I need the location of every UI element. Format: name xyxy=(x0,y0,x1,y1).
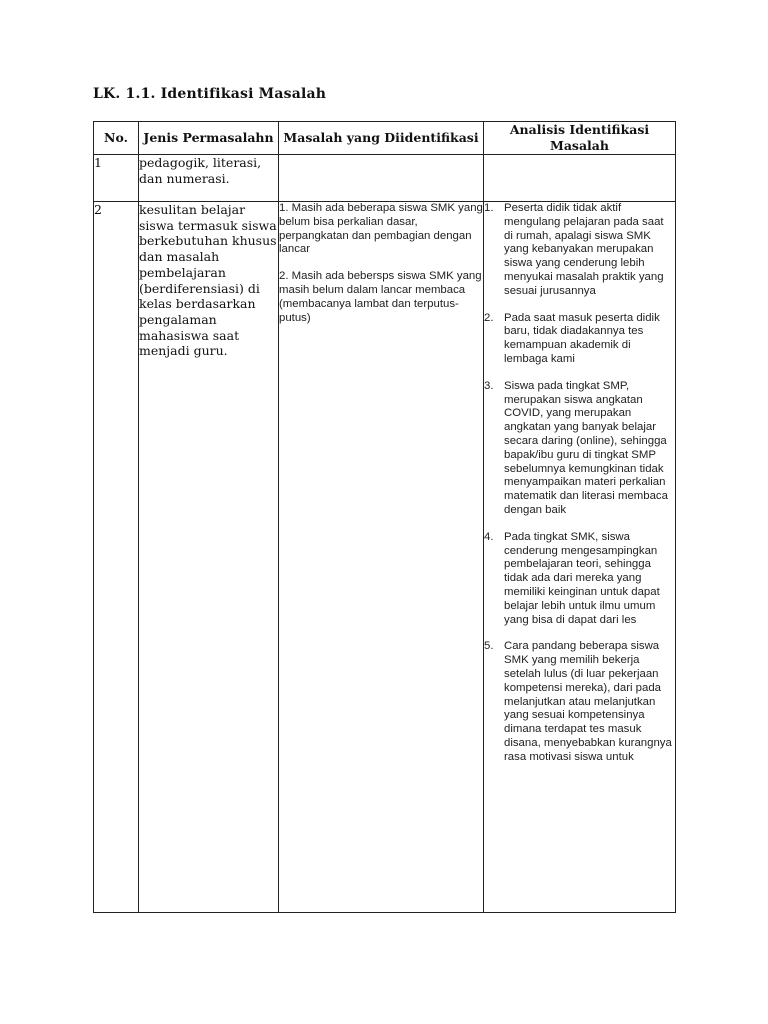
header-analisis-identifikasi: Analisis Identifikasi Masalah xyxy=(484,122,676,155)
analisis-number: 4. xyxy=(484,530,494,543)
analisis-number: 3. xyxy=(484,379,494,392)
analisis-item xyxy=(484,380,675,518)
analisis-text: Cara pandang beberapa siswa SMK yang memilih bekerja setelah lulus (di luar pekerjaan kompetensi mereka), dari pada melanjutkan atau melanjutkan yang sesuai kompetensinya dimana terdapat tes masuk disana, menyebabkan kurangnya rasa motivasi siswa untuk xyxy=(504,640,672,763)
analisis-number: 2. xyxy=(484,311,494,324)
analisis-text: Siswa pada tingkat SMP, merupakan siswa angkatan COVID, yang merupakan angkatan yang banyak belajar secara daring (online), sehingga bapak/ibu guru di tingkat SMP sebelumnya kemungkinan tidak menyampaikan materi perkalian matematik dan literasi membaca dengan baik xyxy=(504,379,668,516)
masalah-cell xyxy=(279,202,484,913)
problem-identification-table xyxy=(93,121,676,913)
analisis-text: Peserta didik tidak aktif mengulang pelajaran pada saat di rumah, apalagi siswa SMK yang kebanyakan merupakan siswa yang cenderung lebih menyukai masalah praktik yang sesuai jurusannya xyxy=(504,202,664,297)
table-header-row xyxy=(94,122,676,155)
jenis-permasalahan-cell: kesulitan belajar siswa termasuk siswa berkebutuhan khusus dan masalah pembelajaran (berdiferensiasi) di kelas berdasarkan pengalaman mahasiswa saat menjadi guru. xyxy=(139,202,279,913)
jenis-permasalahan-cell: pedagogik, literasi, dan numerasi. xyxy=(139,155,279,202)
analisis-item xyxy=(484,640,675,764)
analisis-item xyxy=(484,531,675,628)
analisis-cell xyxy=(484,202,676,913)
table-row xyxy=(94,202,676,913)
header-jenis-permasalahan: Jenis Permasalahn xyxy=(139,122,279,155)
analisis-cell xyxy=(484,155,676,202)
analisis-text: Pada saat masuk peserta didik baru, tidak diadakannya tes kemampuan akademik di lembaga kami xyxy=(504,311,660,365)
header-masalah-diidentifikasi: Masalah yang Diidentifikasi xyxy=(279,122,484,155)
analisis-item xyxy=(484,312,675,367)
row-number: 2 xyxy=(94,202,139,913)
masalah-cell xyxy=(279,155,484,202)
table-row xyxy=(94,155,676,202)
row-number: 1 xyxy=(94,155,139,202)
masalah-item: 1. Masih ada beberapa siswa SMK yang belum bisa perkalian dasar, perpangkatan dan pembagian dengan lancar xyxy=(279,202,483,256)
analisis-number: 1. xyxy=(484,202,494,214)
header-no: No. xyxy=(94,122,139,155)
masalah-item: 2. Masih ada bebersps siswa SMK yang masih belum dalam lancar membaca (membacanya lambat dan terputus-putus) xyxy=(279,270,482,324)
analisis-list xyxy=(484,202,675,908)
analisis-number: 5. xyxy=(484,640,494,653)
analisis-item xyxy=(484,202,675,299)
analisis-text: Pada tingkat SMK, siswa cenderung mengesampingkan pembelajaran teori, sehingga tidak ada dari mereka yang memiliki keinginan untuk dapat belajar lebih untuk ilmu umum yang bisa di dapat dari les xyxy=(504,530,660,626)
page-title: LK. 1.1. Identifikasi Masalah xyxy=(93,86,327,102)
